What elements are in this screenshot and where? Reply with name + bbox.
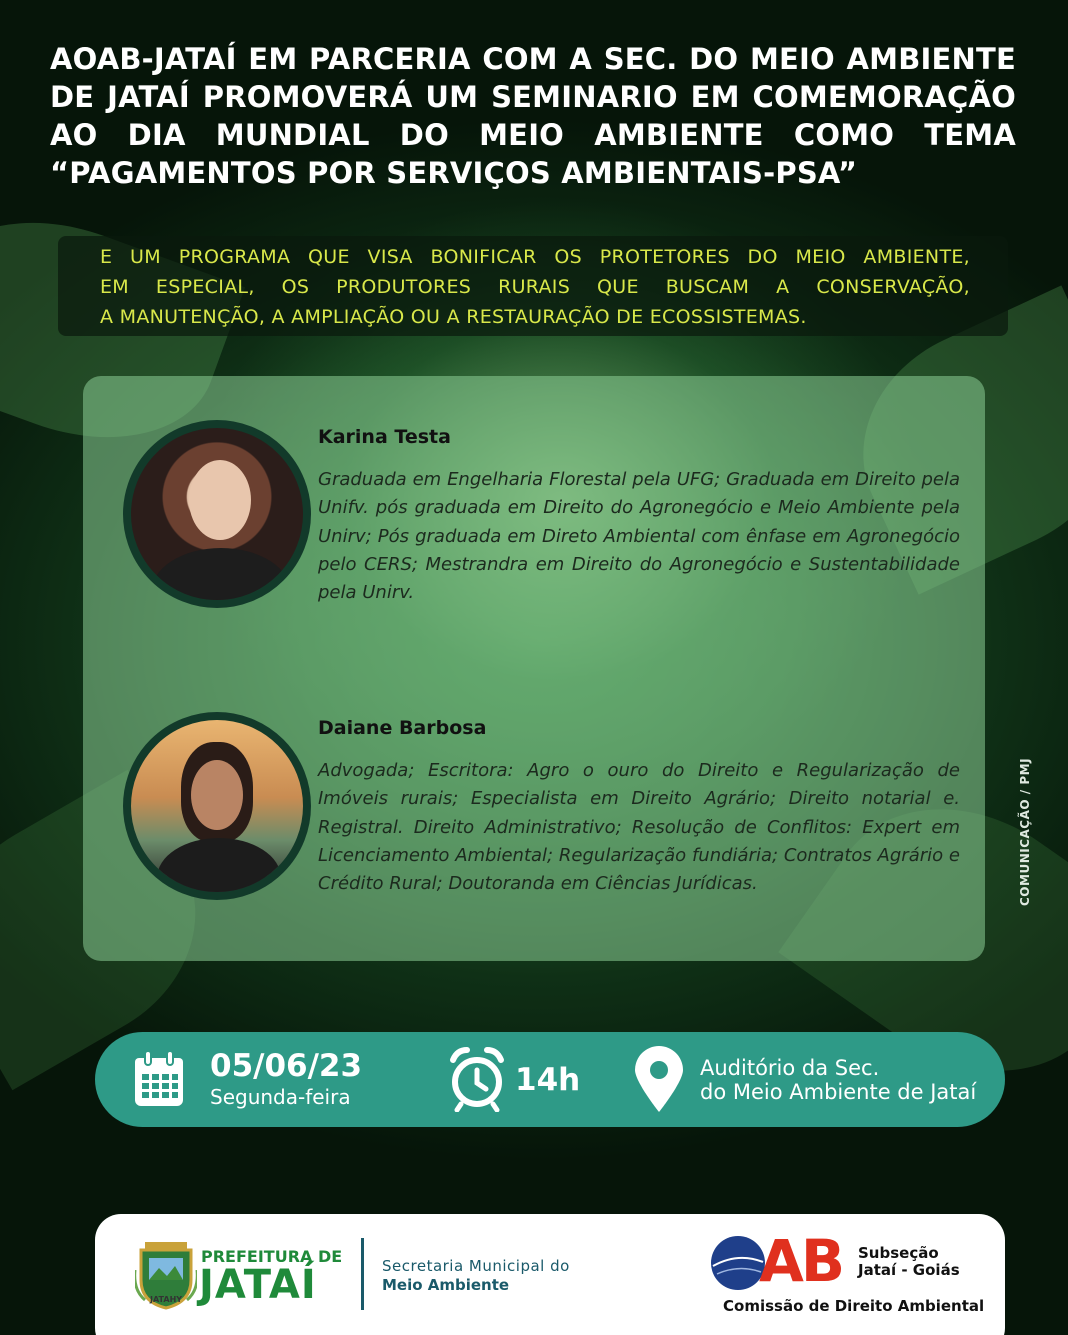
speaker-bio: Advogada; Escritora: Agro o ouro do Direito e Regularização de Imóveis rurais; Especialista em Direito Agrário; Direito notarial e. Registral. Direito Administrativo; Resolução de Conflitos: Expert em Licenciamento Ambiental; Regularização fundiária; Contratos Agrário e Crédito Rural; Doutoranda em Ciências Jurídicas. <box>318 760 960 895</box>
title-line: AOAB-JATAÍ EM PARCERIA COM A SEC. DO MEIO AMBIENTE <box>50 42 1016 76</box>
intro-banner <box>58 236 1008 336</box>
prefeitura-label: PREFEITURA DE <box>201 1247 343 1266</box>
intro-line: E UM PROGRAMA QUE VISA BONIFICAR OS PROTETORES DO MEIO AMBIENTE, <box>100 246 970 268</box>
speaker-name: Karina Testa <box>318 426 451 448</box>
intro-text <box>100 242 970 332</box>
logo-divider <box>361 1238 364 1310</box>
event-location-line1: Auditório da Sec. <box>700 1056 880 1080</box>
subsecao-line2: Jataí - Goiás <box>858 1261 960 1279</box>
calendar-icon <box>133 1050 185 1108</box>
speaker-body <box>151 548 291 608</box>
event-time: 14h <box>515 1062 581 1098</box>
subsecao-line1: Subseção <box>858 1244 939 1262</box>
event-date: 05/06/23 <box>210 1048 363 1084</box>
speaker-bio: Graduada em Engelharia Florestal pela UFG; Graduada em Direito pela Unifv. pós graduada em Direito do Agronegócio e Meio Ambiente pela Unirv; Pós graduada em Direto Ambiental com ênfase em Agronegócio pelo CERS; Mestrandra em Direito do Agronegócio e Sustentabilidade pela Unirv. <box>318 469 960 604</box>
footer-logos <box>95 1214 1005 1335</box>
photo-credit: COMUNICAÇÃO / PMJ <box>1018 757 1032 906</box>
title-line: “PAGAMENTOS POR SERVIÇOS AMBIENTAIS-PSA” <box>50 156 858 190</box>
speaker-photo-daiane <box>123 712 311 900</box>
crest-label: JATAHY <box>150 1295 183 1304</box>
intro-line: EM ESPECIAL, OS PRODUTORES RURAIS QUE BUSCAM A CONSERVAÇÃO, <box>100 276 970 298</box>
secretaria-line1: Secretaria Municipal do <box>382 1257 570 1275</box>
speaker-face <box>191 760 243 830</box>
intro-line: A MANUTENÇÃO, A AMPLIAÇÃO OU A RESTAURAÇÃO DE ECOSSISTEMAS. <box>100 306 807 328</box>
alarm-clock-icon <box>447 1046 507 1112</box>
speaker-photo-karina <box>123 420 311 608</box>
secretaria-line2: Meio Ambiente <box>382 1276 510 1294</box>
location-pin-icon <box>633 1046 685 1114</box>
speaker-name: Daiane Barbosa <box>318 717 487 739</box>
comissao-label: Comissão de Direito Ambiental <box>723 1297 985 1315</box>
event-weekday: Segunda-feira <box>210 1085 351 1109</box>
event-info-bar <box>95 1032 1005 1127</box>
speakers-card <box>83 376 985 961</box>
speaker-body <box>157 838 281 900</box>
oab-logo-text: AB <box>759 1227 843 1295</box>
event-location-line2: do Meio Ambiente de Jataí <box>700 1080 977 1104</box>
prefeitura-name: JATAÍ <box>199 1262 317 1308</box>
speaker-face <box>189 460 251 540</box>
title-line: DE JATAÍ PROMOVERÁ UM SEMINARIO EM COMEMORAÇÃO <box>50 80 1016 114</box>
poster-title <box>50 40 1016 192</box>
title-line: AO DIA MUNDIAL DO MEIO AMBIENTE COMO TEMA <box>50 118 1016 152</box>
